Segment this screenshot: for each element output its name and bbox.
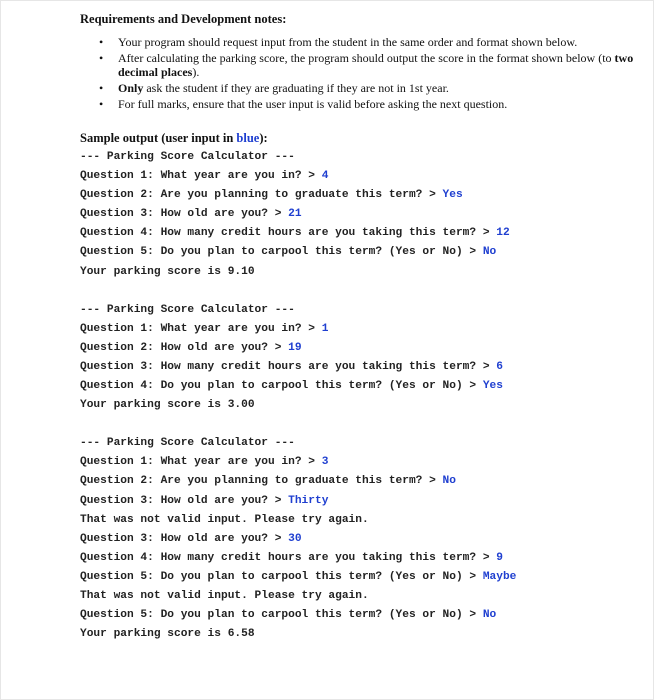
- requirement-text: ask the student if they are graduating if they are not in 1st year.: [143, 81, 449, 95]
- console-line: [80, 625, 640, 644]
- run-separator: [80, 415, 640, 434]
- console-line: [80, 224, 640, 243]
- console-prompt: Question 5: Do you plan to carpool this term? (Yes or No) >: [80, 246, 483, 259]
- console-prompt: Question 1: What year are you in? >: [80, 322, 322, 335]
- console-line: [80, 263, 640, 282]
- console-line: [80, 243, 640, 262]
- requirement-item: [99, 51, 640, 79]
- console-line: [80, 587, 640, 606]
- user-input: No: [482, 609, 497, 622]
- user-input: 12: [496, 227, 510, 240]
- sample-output-runs: [80, 148, 640, 644]
- console-prompt: That was not valid input. Please try again.: [80, 513, 369, 526]
- console-prompt: Question 5: Do you plan to carpool this term? (Yes or No) >: [80, 570, 483, 583]
- sample-run: [80, 148, 640, 282]
- console-line: [80, 396, 640, 415]
- console-line: [80, 167, 640, 186]
- requirement-text: For full marks, ensure that the user input is valid before asking the next question.: [118, 97, 508, 111]
- user-input: No: [442, 475, 456, 488]
- console-line: [80, 511, 640, 530]
- console-prompt: Question 3: How old are you? >: [80, 494, 289, 507]
- sample-run: [80, 301, 640, 416]
- console-prompt: Question 3: How old are you? >: [80, 208, 289, 221]
- console-line: [80, 568, 640, 587]
- requirement-text: ).: [192, 65, 200, 79]
- console-line: [80, 186, 640, 205]
- sample-heading-blue-word: blue: [236, 131, 260, 145]
- console-prompt: Question 4: How many credit hours are you taking this term? >: [80, 551, 497, 564]
- sample-heading-suffix: ):: [259, 131, 268, 145]
- requirement-item: [99, 35, 640, 49]
- user-input: 9: [496, 551, 503, 564]
- sample-output-heading: [80, 131, 640, 146]
- requirement-bold-text: Only: [118, 81, 144, 95]
- requirement-item: [99, 81, 640, 95]
- console-prompt: Question 3: How many credit hours are you taking this term? >: [80, 360, 497, 373]
- run-separator: [80, 282, 640, 301]
- document-content: [80, 12, 640, 644]
- console-line: [80, 453, 640, 472]
- user-input: 1: [321, 322, 329, 335]
- console-prompt: Question 2: How old are you? >: [80, 341, 289, 354]
- user-input: 21: [288, 208, 302, 221]
- requirement-text: Your program should request input from the student in the same order and format shown below.: [118, 35, 578, 49]
- user-input: Yes: [482, 380, 503, 393]
- console-prompt: Your parking score is 6.58: [80, 628, 255, 641]
- console-line: [80, 530, 640, 549]
- bullet-icon: •: [99, 51, 104, 65]
- console-prompt: Question 3: How old are you? >: [80, 532, 289, 545]
- user-input: 6: [496, 360, 503, 373]
- user-input: No: [482, 246, 497, 259]
- requirements-heading: Requirements and Development notes:: [80, 12, 287, 26]
- console-line: [80, 492, 640, 511]
- console-line: [80, 549, 640, 568]
- console-line: [80, 320, 640, 339]
- console-prompt: Question 2: Are you planning to graduate this term? >: [80, 189, 443, 202]
- console-line: [80, 301, 640, 320]
- console-line: [80, 358, 640, 377]
- console-line: [80, 205, 640, 224]
- console-prompt: --- Parking Score Calculator ---: [80, 437, 295, 450]
- user-input: Thirty: [288, 494, 329, 507]
- console-line: [80, 377, 640, 396]
- console-line: [80, 339, 640, 358]
- user-input: Maybe: [482, 570, 517, 583]
- user-input: 19: [288, 341, 302, 354]
- console-prompt: Question 4: How many credit hours are you taking this term? >: [80, 227, 497, 240]
- requirement-text: After calculating the parking score, the program should output the score in the format shown below (to: [118, 51, 615, 65]
- bullet-icon: •: [99, 97, 104, 111]
- bullet-icon: •: [99, 35, 104, 49]
- console-prompt: Question 2: Are you planning to graduate this term? >: [80, 475, 443, 488]
- console-line: [80, 606, 640, 625]
- console-line: [80, 472, 640, 491]
- console-prompt: Your parking score is 3.00: [80, 399, 255, 412]
- console-prompt: Question 5: Do you plan to carpool this term? (Yes or No) >: [80, 609, 483, 622]
- requirement-item: [99, 97, 640, 111]
- sample-run: [80, 434, 640, 644]
- sample-heading-prefix: Sample output (user input in: [80, 131, 237, 145]
- console-prompt: Question 4: Do you plan to carpool this term? (Yes or No) >: [80, 380, 483, 393]
- requirement-bold-text: two decimal places: [118, 51, 634, 79]
- console-prompt: --- Parking Score Calculator ---: [80, 303, 295, 316]
- console-prompt: --- Parking Score Calculator ---: [80, 151, 295, 163]
- console-prompt: Question 1: What year are you in? >: [80, 170, 322, 183]
- user-input: 30: [288, 532, 302, 545]
- console-line: [80, 148, 640, 167]
- bullet-icon: •: [99, 81, 104, 95]
- console-prompt: Question 1: What year are you in? >: [80, 456, 322, 469]
- user-input: 3: [321, 456, 329, 469]
- console-prompt: That was not valid input. Please try again.: [80, 589, 369, 602]
- user-input: 4: [321, 170, 329, 183]
- console-line: [80, 434, 640, 453]
- console-prompt: Your parking score is 9.10: [80, 265, 255, 278]
- requirements-list: [80, 35, 640, 111]
- user-input: Yes: [442, 189, 463, 202]
